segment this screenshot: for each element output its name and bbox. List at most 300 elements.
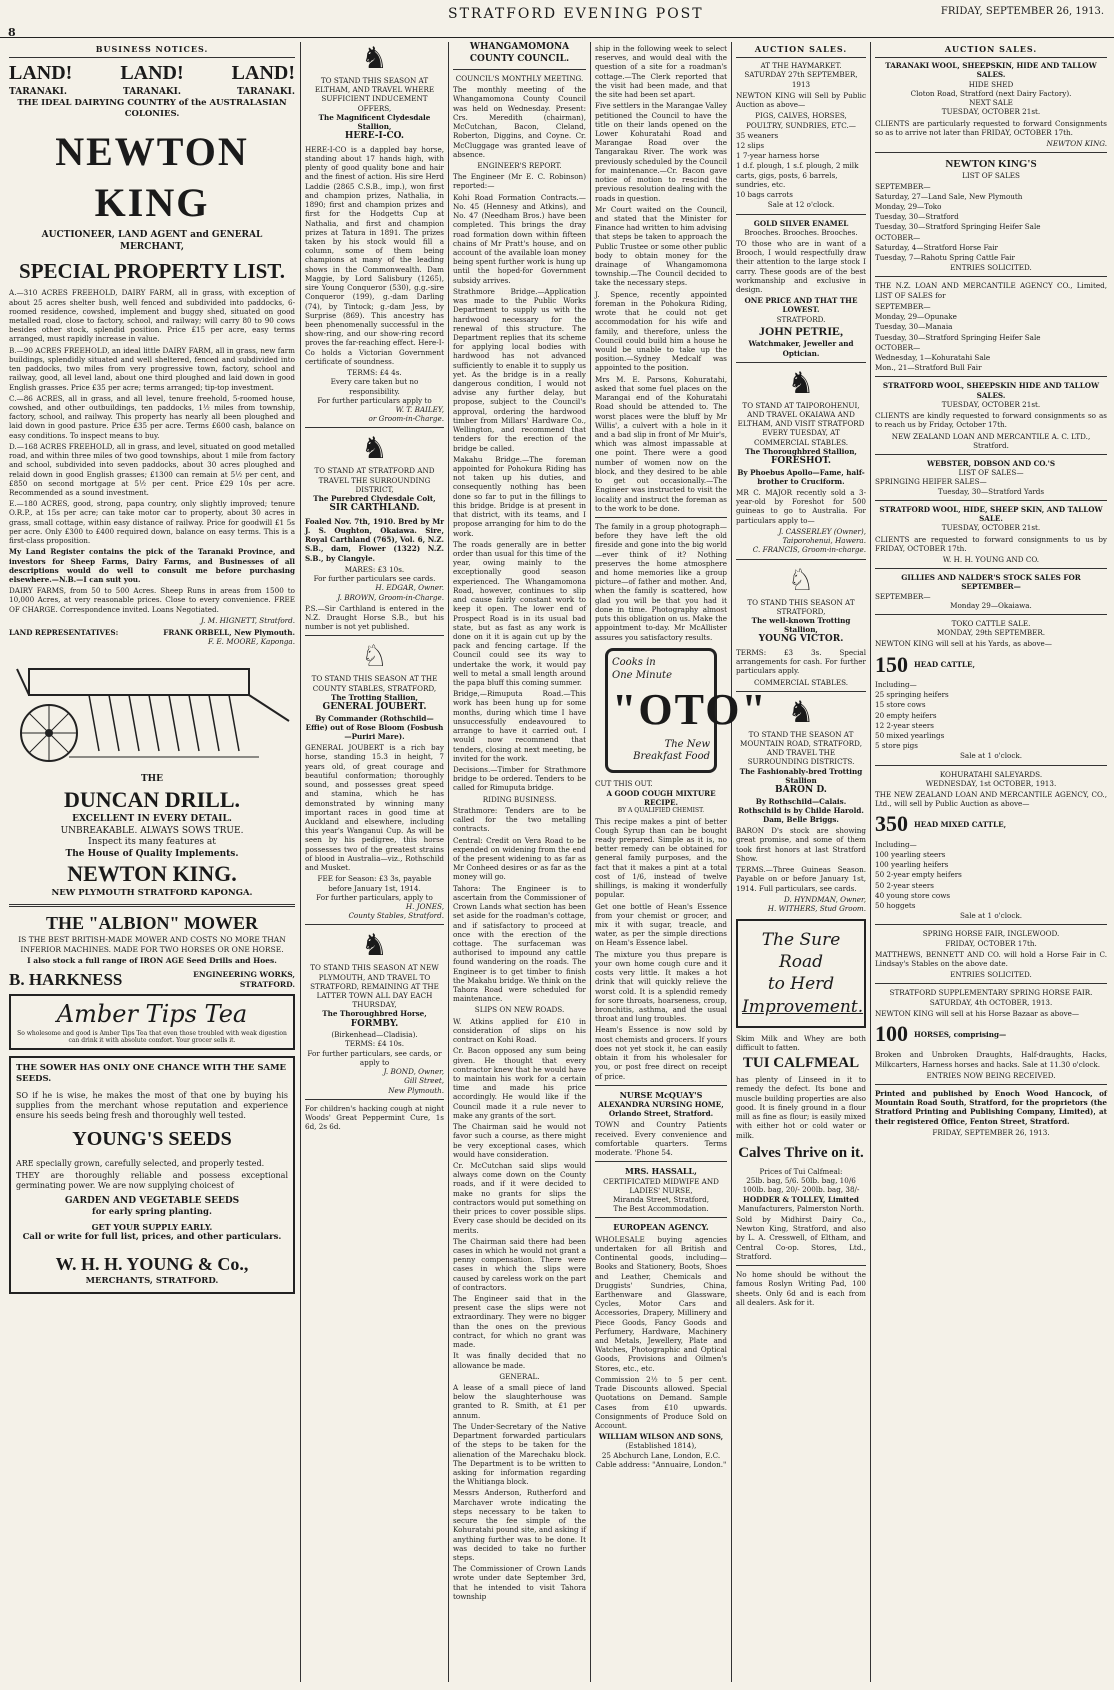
issue-date: FRIDAY, SEPTEMBER 26, 1913. — [940, 6, 1104, 17]
list-item: 1 7-year harness horse — [736, 151, 820, 161]
land-word: LAND! — [231, 62, 295, 85]
call-write: Call or write for full list, prices, and other particulars. — [22, 1232, 282, 1243]
horse-icon: ♞ — [361, 928, 388, 964]
listing-b: B.—90 ACRES FREEHOLD, an ideal little DAIRY FARM, all in grass, new farm buildings, splendidly situated and well sheltered, fenced and subdivided into ten paddocks, two miles from very progressive town, factory, school and railway, good, all level land, about one third ploughed and laid down in good English grasses. Price £35 per acre; terms arranged; tip-top investment. — [9, 345, 295, 392]
drill-the: THE — [140, 774, 164, 785]
gillies-nalder: GILLIES AND NALDER'S STOCK SALES FOR SEPTEMBER— — [901, 573, 1081, 592]
bd-terms: TERMS.—Three Guineas Season. Payable on or before January 1st, 1914. Full particulars, see cards. — [736, 865, 866, 893]
amber-tips-tea-ad — [9, 994, 295, 1050]
drill-newton-king: NEWTON KING. — [67, 861, 237, 887]
road-text: Skim Milk and Whey are both difficult to fatten. — [736, 1033, 866, 1052]
herei-groom: or Groom-in-Charge. — [368, 414, 444, 424]
council-heading: WHANGAMOMONA COUNTY COUNCIL. — [469, 42, 570, 64]
imprint-date: FRIDAY, SEPTEMBER 26, 1913. — [932, 1127, 1050, 1137]
list-item: 50 mixed yearlings — [875, 730, 945, 740]
nk-sell: NEWTON KING will Sell by Public Auction as above— — [736, 90, 866, 110]
horse-icon: ♞ — [361, 41, 388, 76]
drill-excellent: EXCELLENT IN EVERY DETAIL. — [72, 814, 232, 825]
gj-apply: For further particulars, apply to — [316, 892, 433, 902]
sure-road-ad — [736, 919, 866, 1027]
council-p3: Kohi Road Formation Contracts.—No. 45 (Hennesy and Atkins), and No. 47 (Needham Bros.) have been completed. This brings the dray road formation down within fifteen chains of Mr Pratt's house, and on account of the available loan money being spent further work is hung up until the hoped-for Government subsidy arrives. — [453, 192, 586, 285]
column-rule — [870, 42, 871, 1682]
hf-entries: ENTRIES SOLICITED. — [950, 970, 1032, 980]
formby-owner: J. BOND, Owner, — [383, 1067, 444, 1077]
newton-king-heading: NEWTON KING — [55, 129, 249, 226]
albion-mower: THE "ALBION" MOWER — [45, 913, 258, 934]
bd-text: BARON D's stock are showing great promise, and some of them took first honors at last Stratford Show. — [736, 826, 866, 863]
list-item: OCTOBER— — [875, 342, 921, 352]
riding-business: RIDING BUSINESS. — [482, 794, 557, 804]
spring-planting: for early spring planting. — [92, 1207, 212, 1218]
taranaki-word: TARANAKI. — [122, 86, 182, 97]
gj-owner: H. JONES, — [405, 901, 444, 911]
bd-sub: The Fashionably-bred Trotting Stallion — [739, 766, 863, 785]
list-item: Tuesday, 7—Rahotu Spring Cattle Fair — [875, 253, 1015, 263]
council-p22: The Commissioner of Crown Lands wrote under date September 3rd, that he intended to visit Tahora township — [453, 1564, 586, 1601]
foreshot-text: MR C. MAJOR recently sold a 3-year-old by Foreshot for 500 guineas to go to Australia. For particulars apply to— — [736, 487, 866, 525]
ssh-head: HORSES, comprising— — [914, 1029, 1007, 1039]
gj-stables: County Stables, Stratford. — [348, 911, 444, 921]
council-p2: The Engineer (Mr E. C. Robinson) reported:— — [453, 172, 586, 191]
cough-p2: Get one bottle of Hean's Essence from your chemist or grocer, and mix it with sugar, treacle, and water, as per the simple directions on Heam's Essence label. — [595, 901, 727, 948]
trade-line: AUCTIONEER, LAND AGENT and GENERAL MERCHANT, — [41, 230, 263, 252]
gj-intro: TO STAND THIS SEASON AT THE COUNTY STABLES, STRATFORD, — [311, 674, 438, 693]
council-p9: Strathmore: Tenders are to be called for the two metalling contracts. — [453, 805, 586, 834]
horse-fair: SPRING HORSE FAIR, INGLEWOOD. — [922, 929, 1060, 939]
column-rule — [731, 42, 732, 1682]
oto-line4: Breakfast Food — [633, 751, 710, 763]
cut-out: CUT THIS OUT. — [595, 779, 653, 789]
herei-care: Every care taken but no responsibility. — [330, 377, 419, 396]
foreshot-by: By Phoebus Apollo—Fame, half-brother to Cruciform. — [737, 467, 865, 486]
euro-text2: Commission 2½ to 5 per cent. Trade Discounts allowed. Special Quotations on Demand. Sample Cases from £10 upwards. Consignments of Produce Sold on Account. — [595, 1374, 727, 1430]
council-p17: The Engineer said that in the present case the slips were not extraordinary. They were no bigger than the ones on the previous contract, for which no grant was made. — [453, 1294, 586, 1350]
sw2-date: TUESDAY, OCTOBER 21st. — [941, 523, 1041, 533]
price-row: 25lb. bag, 5/6. 50lb. bag, 10/6 — [746, 1176, 856, 1186]
sir-name: SIR CARTHLAND. — [329, 503, 420, 514]
established: (Established 1814), — [625, 1441, 697, 1451]
whh-young: W. H. H. YOUNG AND CO. — [942, 554, 1040, 564]
horse-icon: ♞ — [787, 694, 815, 730]
european-agency: EUROPEAN AGENCY. — [613, 1222, 709, 1233]
yv-sub: The well-known Trotting Stallion, — [751, 615, 851, 635]
listing-e: E.—180 ACRES, good, strong, papa country, only slightly improved; tenure O.R.P., at 15s per acre; can take motor car to property, about 30 acres in grass, small cottage, within easy distance of railway. Price for goodwill £1 5s per acre. Only £300 to £400 required down, balance on easy terms. This is a first-class proposition. — [9, 499, 295, 546]
c4-p2: Five settlers in the Marangae Valley petitioned the Council to have the title on their lands opened on the Lower Kohuratahi Road and Marangae Road over the Tangarakau River. The work was previously scheduled by the Council for maintenance.—Cr. Bacon gave notice of motion to rescind the previous resolution dealing with the roads in question. — [595, 101, 727, 203]
oto-ad — [605, 648, 768, 774]
herei-name: HERE-I-CO. — [344, 131, 405, 142]
commercial-stables: COMMERCIAL STABLES. — [753, 677, 849, 687]
bd-intro: TO STAND THE SEASON AT MOUNTAIN ROAD, STRATFORD, AND TRAVEL THE SURROUNDING DISTRICTS. — [740, 729, 862, 767]
rep-orbell: FRANK ORBELL, New Plymouth. — [163, 628, 295, 638]
albion-seed: I also stock a full range of IRON AGE Seed Drills and Hoes. — [27, 956, 277, 966]
horse-icon: ♘ — [361, 639, 388, 675]
chemist-badge: BY A QUALIFIED CHEMIST. — [617, 806, 705, 814]
nzl-heading: THE N.Z. LOAN AND MERCANTILE AGENCY CO., Limited, LIST OF SALES for — [875, 281, 1107, 300]
list-item: Tuesday, 30—Stratford Springing Heifer Sale — [875, 332, 1041, 342]
tui-text: has plenty of Linseed in it to remedy the defect. Its bone and muscle building properties are also good. It is finely ground in a flour mill as fine as flour; is easily mixed with either hot or cold water or milk. — [736, 1075, 866, 1140]
garden-seeds: GARDEN AND VEGETABLE SEEDS — [64, 1195, 240, 1206]
midwife: CERTIFICATED MIDWIFE AND LADIES' NURSE, — [603, 1176, 719, 1195]
council-p20: The Under-Secretary of the Native Department forwarded particulars of the steps to be taken for the alienation of the Marechaku block. The Department is to be written to asking for information regarding the Whitianga block. — [453, 1421, 586, 1487]
euro-text: WHOLESALE buying agencies undertaken for all British and Continental goods, including—Books and Stationery, Boots, Shoes and Leather, Chemicals and Druggists' Sundries, China, Earthenware and Glassware, Cycles, Motor Cars and Accessories, Drapery, Millinery and Piece Goods, Fancy Goods and Perfumery, Hardware, Machinery and Metals, Jewellery, Plate and Watches, Photographic and Optical Goods, Provisions and Oilmen's Stores, etc., etc. — [595, 1234, 727, 1373]
page-number: 8 — [8, 26, 16, 39]
photo-notice: The family in a group photograph—before they have left the old fireside and gone into the big world—ever think of it? Nothing preserves the home atmosphere and home memories like a group picture—of father and mother. And, when the family is scattered, how glad you will be that you had it done in time. Photography almost puts this obligation on us. Make the appointment to-day. Mr McAllister assures you satisfactory results. — [595, 521, 727, 642]
sir-owner: H. EDGAR, Owner. — [375, 583, 444, 593]
wd-spring: SPRINGING HEIFER SALES— — [875, 477, 987, 487]
bd-owner: D. HYNDMAN, Owner, — [784, 894, 866, 904]
gj-by: By Commander (Rothschild—Effie) out of Rose Bloom (Fosbush—Puriri Mare). — [305, 713, 444, 742]
list-item: Saturday, 4—Stratford Horse Fair — [875, 242, 998, 252]
land-word: LAND! — [9, 62, 73, 85]
herei-apply: For further particulars apply to — [317, 395, 432, 405]
list-item: Tuesday, 30—Manaia — [875, 322, 953, 332]
list-item: Wednesday, 1—Kohuratahi Sale — [875, 353, 991, 362]
sir-cards: For further particulars see cards. — [313, 574, 436, 584]
oto-line2: One Minute — [612, 669, 672, 681]
cough-heading: A GOOD COUGH MIXTURE RECIPE. — [606, 788, 716, 807]
amber-sub: So wholesome and good is Amber Tips Tea that even those troubled with weak digestion can drink it with absolute comfort. Your grocer sells it. — [17, 1029, 287, 1045]
formby-terms: TERMS: £4 10s. — [345, 1039, 404, 1049]
ssh-number: 100 — [875, 1021, 908, 1047]
land-banner — [9, 61, 295, 87]
drill-house: The House of Quality Implements. — [65, 848, 239, 859]
general-heading: GENERAL. — [499, 1371, 540, 1381]
one-price: ONE PRICE AND THAT THE LOWEST. — [744, 296, 858, 315]
youngs-p2: THEY are thoroughly reliable and possess exceptional germinating power. We are now supplying choicest of — [16, 1171, 288, 1191]
council-p13: Cr. Bacon opposed any sum being given. He thought that every contractor knew that he would have to maintain his work for a certain time and made his price accordingly. He would like if the Council made it a rule never to make any grants of the sort. — [453, 1046, 586, 1120]
whh-young: W. H. H. YOUNG & Co., — [55, 1254, 249, 1275]
list-item: 50 2-year steers — [875, 880, 934, 890]
harkness-sub: ENGINEERING WORKS, STRATFORD. — [193, 970, 295, 989]
list-item: 5 store pigs — [875, 741, 918, 751]
foreshot-sub: The Thoroughbred Stallion, — [745, 446, 857, 456]
council-p4: Strathmore Bridge.—Application was made to the Public Works Department to supply us with the hardwood necessary for the renewal of this structure. The Department replies that its scheme for applying local bodies with hardwood has not advanced sufficiently to enable it to supply us yet. As the bridge is in a really dangerous condition, I would not advise any further delay, but propose, subject to the Council's approval, ordering the hardwood timber from Millars' Hardware Co., Wellington, and recommend that tenders for the erection of the bridge be called. — [453, 286, 586, 453]
formby-town: New Plymouth. — [388, 1085, 444, 1095]
reps-label: LAND REPRESENTATIVES: — [9, 628, 119, 638]
sir-sub: The Purebred Clydesdale Colt, — [313, 494, 436, 504]
wilson-sons: WILLIAM WILSON AND SONS, — [598, 1432, 724, 1442]
best-accommodation: The Best Accommodation. — [613, 1204, 709, 1214]
sir-mares: MARES: £3 10s. — [344, 564, 405, 574]
cough-p4: Heam's Essence is now sold by most chemists and grocers. If yours does not yet stock it, he can easily obtain it from his wholesaler for you, or post free direct on receipt of price. — [595, 1025, 727, 1081]
albion-sub: IS THE BEST BRITISH-MADE MOWER AND COSTS NO MORE THAN INFERIOR MACHINES. MADE FOR TWO HORSES OR ONE HORSE. — [18, 935, 286, 954]
manufacturers: Manufacturers, Palmerston North. — [737, 1203, 865, 1213]
sale-time: Sale at 12 o'clock. — [767, 200, 835, 210]
list-item: 20 empty heifers — [875, 710, 937, 720]
list-item: OCTOBER— — [875, 232, 921, 242]
dairy-farms: DAIRY FARMS, from 50 to 500 Acres. Sheep Runs in areas from 1500 to 10,000 Acres, at very reasonable prices. Close to every convenience. FREE OF CHARGE. Correspondence invited. Loans Negotiated. — [9, 586, 295, 614]
hide-shed: HIDE SHED — [968, 79, 1014, 89]
brooch-heading: GOLD SILVER ENAMEL — [753, 218, 849, 228]
sale-date: SATURDAY 27th SEPTEMBER, 1913 — [744, 70, 858, 89]
list-item: 35 weaners — [736, 130, 779, 140]
list-item: Saturday, 27—Land Sale, New Plymouth — [875, 191, 1023, 201]
special-property-list: SPECIAL PROPERTY LIST. — [19, 258, 285, 283]
next-sale: NEXT SALE — [969, 98, 1013, 108]
sower-text: SO if he is wise, he makes the most of that one by buying his supplies from the merchant whose reputation and experience ensure his seeds being fresh and thoroughly well tested. — [16, 1090, 288, 1121]
gj-sub: The Trotting Stallion, — [330, 692, 419, 702]
column-stallions — [302, 42, 447, 1682]
drill-unbreakable: UNBREAKABLE. ALWAYS SOWS TRUE. — [60, 825, 244, 836]
council-p10: Central: Credit on Vera Road to be expended on widening from the end of the present widening to as far as Mr Conheed desires or as far as the money will go. — [453, 835, 586, 882]
bd-name: BARON D. — [775, 785, 827, 796]
list-item: 12 2-year steers — [875, 720, 934, 730]
formby-sub: The Thoroughbred Horse, — [322, 1009, 427, 1019]
list-item: 12 slips — [736, 140, 765, 150]
list-item: 40 young store cows — [875, 890, 951, 900]
column-county-council — [450, 42, 589, 1682]
road-line2: to Herd — [767, 974, 835, 995]
list-item: SEPTEMBER— — [875, 301, 931, 311]
webster-dobson: WEBSTER, DOBSON AND CO.'S — [926, 458, 1056, 468]
taranaki-wool: TARANAKI WOOL, SHEEPSKIN, HIDE AND TALLOW SALES. — [885, 61, 1097, 80]
column-auction-sales-2 — [872, 42, 1110, 1682]
council-p11: Tahora: The Engineer is to ascertain from the Commissioner of Crown Lands what section has been set aside for the roadman's cottage, and if satisfactory to proceed at once with the erection of the cottage. The surfaceman was authorised to impound any cattle found wandering on the roads. The Engineer is to get timber to finish the Makahu bridge. We think on the Tahora Road were scheduled for maintenance. — [453, 883, 586, 1004]
formby-apply: For further particulars, see cards, or apply to — [307, 1048, 442, 1067]
hf-text: MATTHEWS, BENNETT AND CO. will hold a Horse Fair in C. Lindsay's Stables on the above date. — [875, 949, 1107, 969]
seed-drill-icon — [9, 651, 295, 769]
list-item: Tuesday, 30—Stratford — [875, 212, 959, 222]
foreshot-owner: J. CASSERLEY (Owner), Taiporohenui, Hawera. — [778, 526, 866, 546]
imprint: Printed and published by Enoch Wood Hancock, of Mountain Road South, Stratford, for the proprietors (the Stratford Printing and Publishing Company, Limited), at their registered Office, Fenton Street, Stratford. — [875, 1088, 1107, 1126]
yv-intro: TO STAND THIS SEASON AT STRATFORD, — [747, 597, 855, 616]
council-p21: Messrs Anderson, Rutherford and Marchaver wrote indicating the steps necessary to be taken to secure the fee simple of the Kohuratahi pound site, and asking if anything further was to be done. It was decided to take no further steps. — [453, 1488, 586, 1562]
drill-towns: NEW PLYMOUTH STRATFORD KAPONGA. — [51, 888, 253, 899]
ssh-entries: ENTRIES NOW BEING RECEIVED. — [926, 1070, 1056, 1080]
taranaki-word: TARANAKI. — [9, 86, 68, 97]
listing-a: A.—310 ACRES FREEHOLD, DAIRY FARM, all in grass, with exception of about 25 acres shelter bush, well fenced and subdivided into paddocks, 6-roomed residence, cowshed, implement and buggy shed, situated on good metalled road, close to factory, school, and railway; will carry 80 to 90 cows besides other stock, splendid position. Price £15 per acre, easy terms arranged, must rapidly increase in value. — [9, 288, 295, 344]
ssh-date: SATURDAY, 4th OCTOBER, 1913. — [929, 997, 1053, 1007]
next-date: TUESDAY, OCTOBER 21st. — [941, 107, 1041, 117]
cough-p1: This recipe makes a pint of better Cough Syrup than can be bought ready prepared. Simple as it is, no better remedy can be obtained for general family purposes, and the fact that it makes a pint at a total cost of 1/6, instead of twelve shillings, is making it wonderfully popular. — [595, 816, 727, 900]
list-item: 1 d.f. plough, 1 s.f. plough, 2 milk carts, gigs, posts, 6 barrels, sundries, etc. — [736, 161, 859, 189]
youngs-seeds-ad — [9, 1056, 295, 1294]
sw-text: CLIENTS are kindly requested to forward consignments so as to reach us by Friday, October 17th. — [875, 411, 1107, 430]
drill-inspect: Inspect its many features at — [88, 837, 216, 848]
c4-p4: J. Spence, recently appointed foreman in the Pohokura Riding, wrote that he could not get accommodation for his wife and family, and therefore, unless the Council could build him a house he would be unable to take up the position.—Sydney Medcalf was appointed to the position. — [595, 289, 727, 373]
haymarket: AT THE HAYMARKET. — [760, 61, 842, 71]
ssh-text: NEWTON KING will sell at his Horse Bazaar as above— — [875, 1008, 1080, 1018]
auction-heading: AUCTION SALES. — [736, 42, 866, 58]
formby-addr: Gill Street, — [404, 1076, 444, 1086]
sir-groom: J. BROWN, Groom-in-Charge. — [337, 592, 444, 602]
ideal-country: THE IDEAL DAIRYING COUNTRY of the AUSTRALASIAN COLONIES. — [17, 98, 287, 120]
column-auction-sales-1 — [733, 42, 869, 1682]
toko-time: Sale at 1 o'clock. — [960, 751, 1022, 761]
herei-intro: TO STAND THIS SEASON AT ELTHAM, AND TRAVEL WHERE SUFFICIENT INDUCEMENT OFFERS, — [314, 76, 435, 113]
wd-date: Tuesday, 30—Stratford Yards — [937, 486, 1045, 496]
horse-icon: ♞ — [361, 431, 388, 467]
gill-line2: Monday 29—Okaiawa. — [950, 600, 1032, 610]
list-item: Monday, 29—Opunake — [875, 312, 957, 322]
list-item: 15 store cows — [875, 700, 926, 710]
foreshot-name: FORESHOT. — [770, 456, 832, 467]
entries-solicited: ENTRIES SOLICITED. — [950, 263, 1032, 273]
prices-heading: Prices of Tui Calfmeal: — [759, 1166, 843, 1176]
peppermint-cure: For children's hacking cough at night Woods' Great Peppermint Cure, 1s 6d, 2s 6d. — [305, 1103, 444, 1132]
koh-number: 350 — [875, 811, 908, 837]
rep-moore: F. E. MOORE, Kaponga. — [207, 637, 295, 647]
list-item: Including— — [875, 839, 917, 849]
nz-mercantile: NEW ZEALAND LOAN AND MERCANTILE A. C. LTD., Stratford. — [891, 431, 1091, 450]
cough-p3: The mixture you thus prepare is your own home cough cure and it costs very little. It makes a hot drink that will quickly relieve the worst cold. It is a splendid remedy for sore throats, hoarseness, croup, bronchitis, asthma, and the usual throat and lung troubles. — [595, 949, 727, 1024]
council-p15: Cr. McCutchan said slips would always come down on the County roads, and if it were decided to make no grants for slips the contractors would put something on their prices to cover possible slips. Every case should be decided on its merits. — [453, 1160, 586, 1235]
john-petrie: JOHN PETRIE, — [758, 323, 843, 338]
clients: CLIENTS are particularly requested to forward Consignments so as to arrive not later than FRIDAY, OCTOBER 17th. — [875, 118, 1107, 137]
formby-intro: TO STAND THIS SEASON AT NEW PLYMOUTH, AND TRAVEL TO STRATFORD, REMAINING AT THE LATTER TOWN ALL DAY EACH THURSDAY, — [310, 963, 439, 1010]
stratford-wool: STRATFORD WOOL, SHEEPSKIN HIDE AND TALLOW SALES. — [882, 381, 1100, 400]
signature: J. M. HIGNETT, Stratford. — [200, 615, 295, 625]
nursing-home: ALEXANDRA NURSING HOME, Orlando Street, Stratford. — [598, 1099, 724, 1119]
stratford: STRATFORD. — [776, 314, 826, 324]
council-p5: Makahu Bridge.—The foreman appointed for Pohokura Riding has not taken up his duties, and consequently nothing has been done so far to put in the fillings to this bridge. Bridge is at present in that district, with its teams, and I propose arranging for him to do the work. — [453, 454, 586, 538]
toko-number: 150 — [875, 651, 908, 677]
koh-count — [875, 810, 1107, 838]
brooch-text: TO those who are in want of a Brooch, I would respectfully draw their attention to the large stock I carry. These goods are of the best workmanship and exclusive in design. — [736, 238, 866, 295]
horse-icon: ♞ — [787, 365, 815, 401]
column-rule — [590, 42, 591, 1682]
yv-terms: TERMS: £3 3s. Special arrangements for cash. For further particulars apply. — [736, 647, 866, 676]
supplementary-fair: STRATFORD SUPPLEMENTARY SPRING HORSE FAIR. — [889, 988, 1093, 998]
c4-p3: Mr Court waited on the Council, and stated that the Minister for Finance had written to him advising that steps be taken to approach the Public Trustee or some other public body to obtain money for the drainage of Whangamomona township.—The Council decided to take the necessary steps. — [595, 204, 728, 288]
koh-head: HEAD MIXED CATTLE, — [914, 819, 1007, 829]
list-item: SEPTEMBER— — [875, 181, 931, 191]
horse-icon: ♘ — [787, 562, 815, 598]
hassall-name: MRS. HASSALL, — [625, 1166, 697, 1177]
sw-date: TUESDAY, OCTOBER 21st. — [941, 399, 1041, 409]
c4-p1: ship in the following week to select reserves, and would deal with the question of a site for a roadman's cottage.—The Clerk reported that the visit had been made, and that the site had been set apart. — [595, 44, 727, 100]
sir-ps: P.S.—Sir Carthland is entered in the N.Z. Draught Horse S.B., but his number is not yet published. — [305, 603, 444, 632]
list-item: Mon., 21—Stratford Bull Fair — [875, 363, 982, 373]
taranaki-word: TARANAKI. — [236, 86, 295, 97]
koh-text: THE NEW ZEALAND LOAN AND MERCANTILE AGENCY, CO., Ltd., will sell by Public Auction as above— — [875, 790, 1107, 809]
column-business-notices — [6, 42, 298, 1682]
supply-early: GET YOUR SUPPLY EARLY. — [91, 1222, 213, 1232]
list-item: 100 yearling heifers — [875, 860, 949, 870]
foreshot-groom: C. FRANCIS, Groom-in-charge. — [752, 545, 866, 555]
duncan-drill: DUNCAN DRILL. — [63, 786, 240, 812]
nurse-text: TOWN and Country Patients received. Every convenience and comfortable quarters. Terms moderate. 'Phone 54. — [595, 1120, 727, 1158]
masthead — [0, 0, 1114, 38]
hf-date: FRIDAY, OCTOBER 17th. — [945, 938, 1037, 948]
toko-date: MONDAY, 29th SEPTEMBER. — [936, 628, 1046, 638]
herei-sub: The Magnificent Clydesdale Stallion, — [318, 112, 431, 132]
taranaki-banner — [9, 87, 295, 99]
sold-by: Sold by Midhirst Dairy Co., Newton King, Stratford, and also by L. A. Cresswell, of Eltham, and Central Co-op. Stores, Ltd., Stratford. — [736, 1215, 866, 1261]
c4-p5: Mrs M. E. Parsons, Kohuratahi, asked that some fuel places on the Marangai end of the Kohuratahi Road should be attended to. The worst places were the bluff by Mr Willis', a culvert with a hole in it and a bad slip in front of Mr Muir's, which was almost impassable at one point. There were a good number of women now on the block, and they desired to be able to get out occasionally.—The Engineer was instructed to visit the locality and instruct the foreman as to the work to be done. — [595, 374, 727, 513]
calves-thrive: Calves Thrive on it. — [738, 1144, 864, 1161]
cloton-road: Cloton Road, Stratford (next Dairy Factory). — [910, 88, 1072, 98]
council-p14: The Chairman said he would not favor such a course, as there might be very exceptional cases, which would have consideration. — [453, 1122, 586, 1159]
list-item: 10 bags carrots — [736, 190, 793, 200]
council-p8: Decisions.—Timber for Strathmore bridge to be ordered. Tenders to be called for Rimuputa bridge. — [453, 765, 586, 793]
kohuratahi: KOHURATAHI SALEYARDS. — [939, 769, 1043, 779]
council-p6: The roads generally are in better order than usual for this time of the year, owing mainly to the exceptionally good season experienced. The Whangamomona Road, however, continues to slip and cause fairly constant work to keep it open. The lower end of Prospect Road is in its usual bad state, but as fast as any work is done on it it is again cut up by the pack and fencing cartage. If the Council could see its way to undertake the work, it would pay well to metal a small length around the papa bluff this coming summer. — [453, 539, 586, 688]
bd-groom: H. WITHERS, Stud Groom. — [767, 904, 866, 914]
listing-d: D.—168 ACRES FREEHOLD, all in grass, and level, situated on good metalled road, and within three miles of two good townships, about 1 mile from factory and school, subdivided into seven paddocks, about 30 acres ploughed and relaid down in good English grasses; £1300 can remain at 5½ per cent, and £850 on second mortgage at 5½ per cent. Price £29 10s per acre. Recommended as a sound investment. — [9, 441, 295, 497]
petrie-sub: Watchmaker, Jeweller and Optician. — [748, 339, 854, 358]
council-p18: It was finally decided that no allowance be made. — [453, 1351, 586, 1370]
council-sub: COUNCIL'S MONTHLY MEETING. — [455, 74, 584, 84]
slips-heading: SLIPS ON NEW ROADS. — [474, 1005, 565, 1015]
list-item: 100 yearling steers — [875, 849, 946, 859]
bd-by: By Rothschild—Calais. Rothschild is by Childe Harold. Dam, Belle Briggs. — [738, 796, 864, 825]
nk-list-heading: NEWTON KING'S — [945, 158, 1037, 171]
list-item: Tuesday, 30—Stratford Springing Heifer Sale — [875, 222, 1041, 232]
pigs: PIGS, CALVES, HORSES, POULTRY, SUNDRIES, ETC.— — [746, 111, 856, 130]
road-line1: The Sure Road — [761, 930, 841, 973]
gill-line1: SEPTEMBER— — [875, 591, 931, 601]
council-p1: The monthly meeting of the Whangamomona County Council was held on Wednesday. Present: Crs. Meredith (chairman), McCutchan, Bacon, Cleland, Roberton, Diggins, and Coyne. Cr. McCluggage was granted leave of absence. — [453, 85, 586, 159]
oto-line3: The New — [664, 738, 710, 750]
list-item: 50 hoggets — [875, 900, 916, 910]
tui-calfmeal: TUI CALFMEAL — [742, 1055, 860, 1072]
ssh-count — [875, 1020, 1107, 1048]
auction-heading: AUCTION SALES. — [875, 42, 1107, 58]
list-item: Monday, 29—Toko — [875, 201, 942, 211]
engineer-report: ENGINEER'S REPORT. — [477, 161, 562, 170]
harkness-name: B. HARKNESS — [9, 970, 123, 990]
oto-line1: Cooks in — [612, 656, 656, 668]
toko-sale: TOKO CATTLE SALE. — [951, 619, 1031, 629]
wd-list: LIST OF SALES— — [958, 468, 1024, 478]
herei-terms: TERMS: £4 4s. — [347, 368, 402, 378]
newspaper-title: STRATFORD EVENING POST — [448, 6, 704, 22]
foreshot-intro: TO STAND AT TAIPOROHENUI, AND TRAVEL OKAIAWA AND ELTHAM, AND VISIT STRATFORD EVERY TUESDAY, AT COMMERCIAL STABLES. — [737, 400, 865, 447]
oto-word: "OTO" — [612, 685, 768, 735]
herei-owner: W. T. BAILEY, — [395, 404, 444, 414]
column-rule — [300, 42, 301, 1682]
sir-intro: TO STAND AT STRATFORD AND TRAVEL THE SURROUNDING DISTRICT, — [314, 466, 435, 494]
council-p19: A lease of a small piece of land below the slaughterhouse was granted to R. Smith, at £1 per annum. — [453, 1383, 586, 1420]
toko-head: HEAD CATTLE, — [914, 660, 975, 670]
youngs-seeds: YOUNG'S SEEDS — [72, 1128, 232, 1151]
miranda-street: Miranda Street, Stratford, — [612, 1194, 710, 1204]
section-heading: BUSINESS NOTICES. — [9, 42, 295, 58]
harkness — [9, 969, 295, 991]
column-rule — [448, 42, 449, 1682]
nk-sig: NEWTON KING. — [1046, 138, 1107, 148]
seed-drill-illustration — [9, 651, 295, 769]
brooch-sub: Brooches. Brooches. Brooches. — [744, 227, 858, 237]
land-register: My Land Register contains the pick of the Taranaki Province, and investors for Sheep Farms, Dairy Farms, and Businesses of all descriptions would do well to consult me before purchasing elsewhere.—N.B.—I can suit you. — [9, 547, 295, 584]
herei-body: HERE-I-CO is a dappled bay horse, standing about 17 hands high, with plenty of good quality bone and hair and the finest of action. His sire Herd Laddie (2865 C.S.B., imp.), won first and champion prizes, Nathalia, in 1890; first and champion prizes and first for the Hodgetts Cup at Nathalia, and first and champion prizes at Tatura in 1891. The prizes taken by his stock would fill a column, some of them being champions at many of the leading shows in the Commonwealth. Dam Maggie, by Lord Salisbury (1265), sire Young Conqueror (530), g.g.-sire Conqueror (199), g.-dam Darling (74), by Tintock; g.-dam Jess, by Surprise (869). This ancestry has been phenomenally successful in the show-ring, and our show-ring record proves the far-reaching effect. Here-I-Co holds a Victorian Government certificate of soundness. — [305, 144, 444, 366]
writing-pad: No home should be without the famous Roslyn Writing Pad, 100 sheets. Only 6d and is each from all dealers. Ask for it. — [736, 1270, 866, 1307]
gj-fee: FEE for Season: £3 3s, payable before January 1st, 1914. — [317, 874, 432, 893]
list-item: 25 springing heifers — [875, 690, 949, 700]
toko-text: NEWTON KING will sell at his Yards, as above— — [875, 639, 1052, 649]
road-line3: Improvement. — [742, 996, 864, 1017]
whh-sub: MERCHANTS, STRATFORD. — [85, 1276, 219, 1287]
sw2-text: CLIENTS are requested to forward consignments to us by FRIDAY, OCTOBER 17th. — [875, 534, 1107, 553]
listing-c: C.—86 ACRES, all in grass, and all level, tenure freehold, 5-roomed house, cowshed, and other outbuildings, ten paddocks, 1½ miles from township, factory, school, and railway. This property has nearly all been ploughed and laid down in good pasture. Price £35 per acre. Terms £600 cash, balance on easy conditions. To inspect means to buy. — [9, 393, 295, 440]
nurse-name: NURSE McQUAY'S — [619, 1089, 703, 1100]
list-item: Including— — [875, 679, 917, 689]
list-of-sales: LIST OF SALES — [962, 171, 1020, 181]
toko-count — [875, 651, 1107, 679]
koh-date: WEDNESDAY, 1st OCTOBER, 1913. — [925, 778, 1057, 788]
council-p12: W. Atkins applied for £10 in consideration of slips on his contract on Kohi Road. — [453, 1016, 586, 1045]
ssh-items: Broken and Unbroken Draughts, Half-draughts, Hacks, Milkcarters, Harness horses and hacks. Sale at 11.30 o'clock. — [875, 1050, 1107, 1069]
sower-heading: THE SOWER HAS ONLY ONE CHANCE WITH THE SAME SEEDS. — [16, 1062, 286, 1084]
price-row: 100lb. bag, 20/- 200lb. bag, 38/- — [742, 1185, 860, 1195]
stratford-wool-2: STRATFORD WOOL, HIDE, SHEEP SKIN, AND TALLOW SALE. — [879, 504, 1103, 524]
list-item: 50 2-year empty heifers — [875, 870, 962, 880]
yv-name: YOUNG VICTOR. — [758, 634, 844, 645]
land-reps — [9, 628, 295, 637]
koh-time: Sale at 1 o'clock. — [960, 911, 1022, 921]
hodder-tolley: HODDER & TOLLEY, Limited — [743, 1194, 859, 1204]
